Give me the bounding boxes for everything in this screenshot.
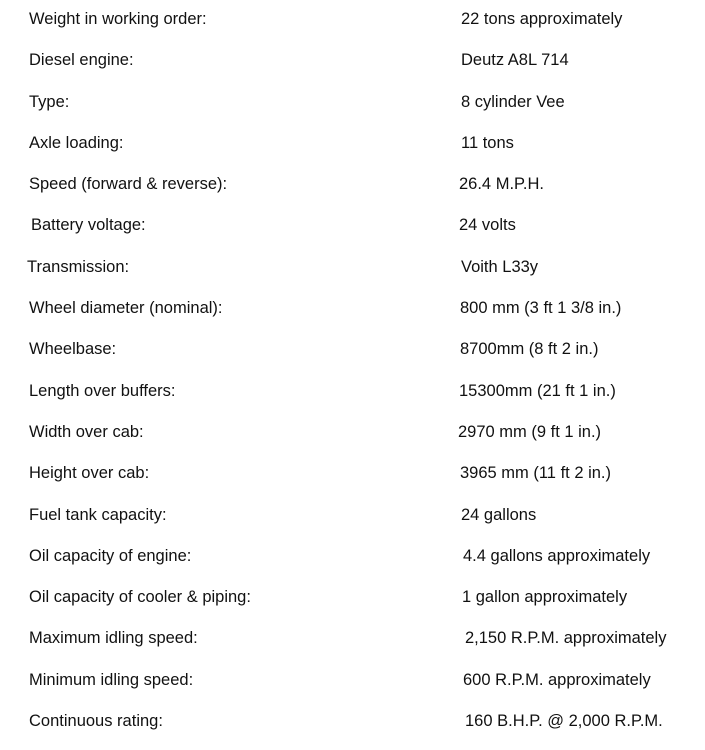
spec-row-oil-capacity-engine: [0, 537, 705, 578]
spec-label: Oil capacity of engine:: [29, 546, 192, 565]
spec-row-length-over-buffers: [0, 372, 705, 413]
spec-value: 24 volts: [459, 216, 516, 235]
spec-value: 2,150 R.P.M. approximately: [465, 629, 667, 648]
spec-row-height-over-cab: [0, 454, 705, 495]
spec-value: 4.4 gallons approximately: [463, 546, 651, 565]
spec-value: 8 cylinder Vee: [461, 92, 565, 111]
spec-row-weight: [0, 0, 705, 41]
spec-value: 8700mm (8 ft 2 in.): [460, 340, 599, 359]
spec-label: Continuous rating:: [29, 712, 163, 731]
spec-row-minimum-idling-speed: [0, 661, 705, 702]
spec-value: 15300mm (21 ft 1 in.): [459, 381, 616, 400]
spec-row-wheel-diameter: [0, 289, 705, 330]
spec-value: 26.4 M.P.H.: [459, 175, 544, 194]
spec-row-continuous-rating: [0, 702, 705, 743]
spec-value: 11 tons: [461, 133, 514, 152]
spec-label: Maximum idling speed:: [29, 629, 198, 648]
spec-row-wheelbase: [0, 330, 705, 371]
spec-row-diesel-engine: [0, 41, 705, 82]
spec-value: Deutz A8L 714: [461, 51, 569, 70]
spec-label: Oil capacity of cooler & piping:: [29, 588, 251, 607]
spec-label: Wheel diameter (nominal):: [29, 299, 223, 318]
spec-label: Diesel engine:: [29, 51, 134, 70]
spec-value: Voith L33y: [461, 257, 539, 276]
spec-row-type: [0, 83, 705, 124]
spec-label: Transmission:: [27, 257, 130, 276]
spec-label: Weight in working order:: [29, 10, 207, 28]
spec-row-battery-voltage: [0, 206, 705, 247]
spec-value: 24 gallons: [461, 505, 537, 524]
spec-row-transmission: [0, 248, 705, 289]
spec-label: Speed (forward & reverse):: [29, 175, 228, 194]
spec-label: Length over buffers:: [29, 381, 176, 400]
spec-value: 800 mm (3 ft 1 3/8 in.): [460, 299, 622, 318]
spec-row-fuel-tank-capacity: [0, 496, 705, 537]
spec-value: 160 B.H.P. @ 2,000 R.P.M.: [465, 712, 663, 731]
spec-value: 2970 mm (9 ft 1 in.): [458, 422, 602, 441]
spec-value: 3965 mm (11 ft 2 in.): [460, 464, 612, 483]
spec-label: Fuel tank capacity:: [29, 505, 167, 524]
spec-label: Axle loading:: [29, 133, 124, 152]
spec-row-speed: [0, 165, 705, 206]
spec-value: 22 tons approximately: [461, 10, 623, 28]
spec-row-axle-loading: [0, 124, 705, 165]
spec-label: Battery voltage:: [31, 216, 146, 235]
spec-label: Minimum idling speed:: [29, 670, 194, 689]
spec-row-oil-capacity-cooler: [0, 578, 705, 619]
spec-row-maximum-idling-speed: [0, 619, 705, 660]
spec-value: 1 gallon approximately: [462, 588, 628, 607]
spec-value: 600 R.P.M. approximately: [463, 670, 651, 689]
spec-label: Height over cab:: [29, 464, 150, 483]
spec-label: Type:: [29, 92, 70, 111]
spec-label: Wheelbase:: [29, 340, 117, 359]
spec-row-width-over-cab: [0, 413, 705, 454]
spec-label: Width over cab:: [29, 422, 144, 441]
